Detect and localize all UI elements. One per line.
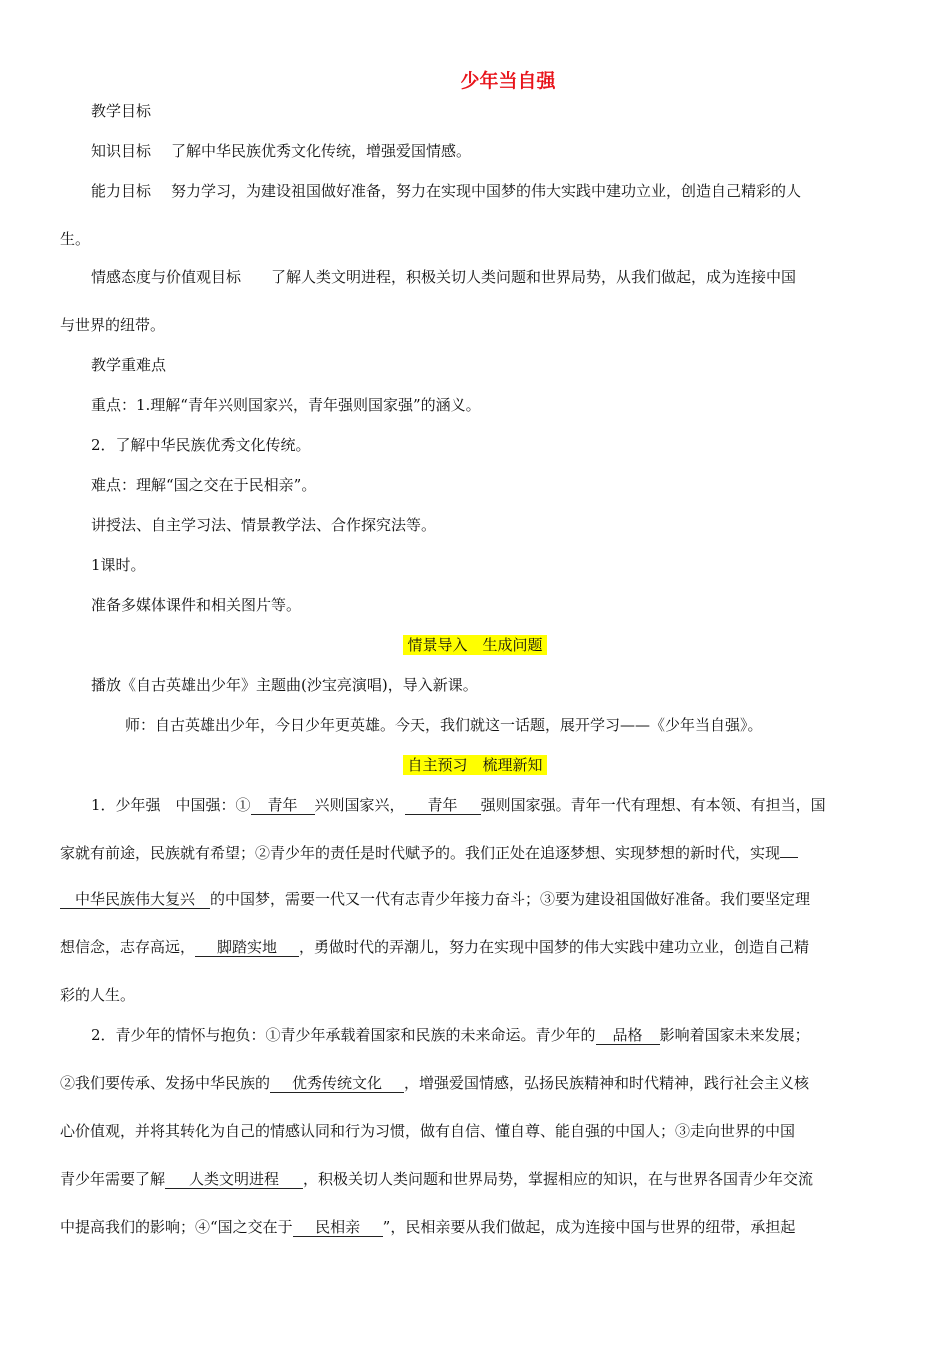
knowledge-label: 知识目标 [91, 142, 152, 160]
emotion-text-cont: 与世界的纽带。 [60, 316, 166, 334]
p1-text: 的中国梦，需要一代又一代有志青少年接力奋斗；③要为建设祖国做好准备。我们要坚定理 [210, 890, 811, 908]
knowledge-objective [91, 140, 921, 162]
p1-text: 强则国家强。青年一代有理想、有本领、有担当，国 [480, 796, 826, 814]
p2-line-5 [60, 1216, 890, 1238]
p2-text: 中提高我们的影响；④“国之交在于 [60, 1218, 293, 1236]
objectives-heading: 教学目标 [91, 102, 152, 120]
emotion-text: 了解人类文明进程，积极关切人类问题和世界局势，从我们做起，成为连接中国 [271, 268, 797, 286]
p1-text: 兴则国家兴， [314, 796, 405, 814]
p2-line-4 [60, 1168, 890, 1190]
page-title: 少年当自强 [460, 70, 556, 92]
class-hours: 1课时。 [91, 556, 146, 574]
key-point-2: 2．了解中华民族优秀文化传统。 [91, 436, 311, 454]
section-heading-2-text: 自主预习 梳理新知 [403, 755, 546, 775]
knowledge-text: 了解中华民族优秀文化传统，增强爱国情感。 [171, 142, 472, 160]
fill-blank: 优秀传统文化 [270, 1074, 404, 1093]
fill-blank: 人类文明进程 [165, 1170, 303, 1189]
fill-blank: 品格 [596, 1026, 660, 1045]
teaching-methods: 讲授法、自主学习法、情景教学法、合作探究法等。 [91, 516, 437, 534]
p2-text: ②我们要传承、发扬中华民族的 [60, 1074, 271, 1092]
p1-text: ，勇做时代的弄潮儿，努力在实现中国梦的伟大实践中建功立业，创造自己精 [299, 938, 810, 956]
preparation: 准备多媒体课件和相关图片等。 [91, 596, 302, 614]
emotion-label: 情感态度与价值观目标 [91, 268, 242, 286]
p1-text: 家就有前途，民族就有希望；②青少年的责任是时代赋予的。我们正处在追逐梦想、实现梦想的新时代，实现 [60, 844, 781, 862]
ability-text: 努力学习，为建设祖国做好准备，努力在实现中国梦的伟大实践中建功立业，创造自己精彩的人 [171, 182, 802, 200]
p2-text: ，增强爱国情感，弘扬民族精神和时代精神，践行社会主义核 [404, 1074, 810, 1092]
p1-line-2 [60, 842, 890, 864]
p2-line-2 [60, 1072, 890, 1094]
p2-text: 青少年需要了解 [60, 1170, 166, 1188]
difficulty-point: 难点：理解“国之交在于民相亲”。 [91, 476, 317, 494]
keypoints-heading: 教学重难点 [91, 356, 167, 374]
key-point-1: 重点：1.理解“青年兴则国家兴，青年强则国家强”的涵义。 [91, 396, 481, 414]
p1-line-4 [60, 936, 890, 958]
intro-line-2: 师：自古英雄出少年，今日少年更英雄。今天，我们就这一话题，展开学习——《少年当自强》。 [125, 716, 763, 734]
fill-blank: 青年 [251, 796, 315, 815]
p2-line-3: 心价值观，并将其转化为自己的情感认同和行为习惯，做有自信、懂自尊、能自强的中国人；③走向世界的中国 [60, 1122, 796, 1140]
emotion-objective [91, 266, 921, 288]
p1-text: 1．少年强 中国强：① [91, 796, 251, 814]
fill-blank: 脚踏实地 [195, 938, 299, 957]
p2-text: ，积极关切人类问题和世界局势，掌握相应的知识，在与世界各国青少年交流 [303, 1170, 814, 1188]
fill-blank: 中华民族伟大复兴 [60, 890, 210, 909]
section-heading-1-text: 情景导入 生成问题 [403, 635, 546, 655]
fill-blank: 青年 [405, 796, 481, 815]
p1-line-5: 彩的人生。 [60, 986, 136, 1004]
section-heading-2 [0, 754, 950, 776]
p2-text: ”，民相亲要从我们做起，成为连接中国与世界的纽带，承担起 [382, 1218, 796, 1236]
p2-text: 2．青少年的情怀与抱负：①青少年承载着国家和民族的未来命运。青少年的 [91, 1026, 596, 1044]
fill-blank-tail [780, 857, 798, 858]
p2-text: 影响着国家未来发展； [659, 1026, 810, 1044]
fill-blank: 民相亲 [293, 1218, 383, 1237]
p1-line-3 [60, 888, 890, 910]
ability-label: 能力目标 [91, 182, 152, 200]
section-heading-1 [0, 634, 950, 656]
ability-objective [91, 180, 921, 202]
ability-text-cont: 生。 [60, 230, 91, 248]
p2-line-1 [91, 1024, 921, 1046]
p1-text: 想信念，志存高远， [60, 938, 196, 956]
intro-line-1: 播放《自古英雄出少年》主题曲(沙宝亮演唱)，导入新课。 [91, 676, 478, 694]
p1-line-1 [91, 794, 921, 816]
